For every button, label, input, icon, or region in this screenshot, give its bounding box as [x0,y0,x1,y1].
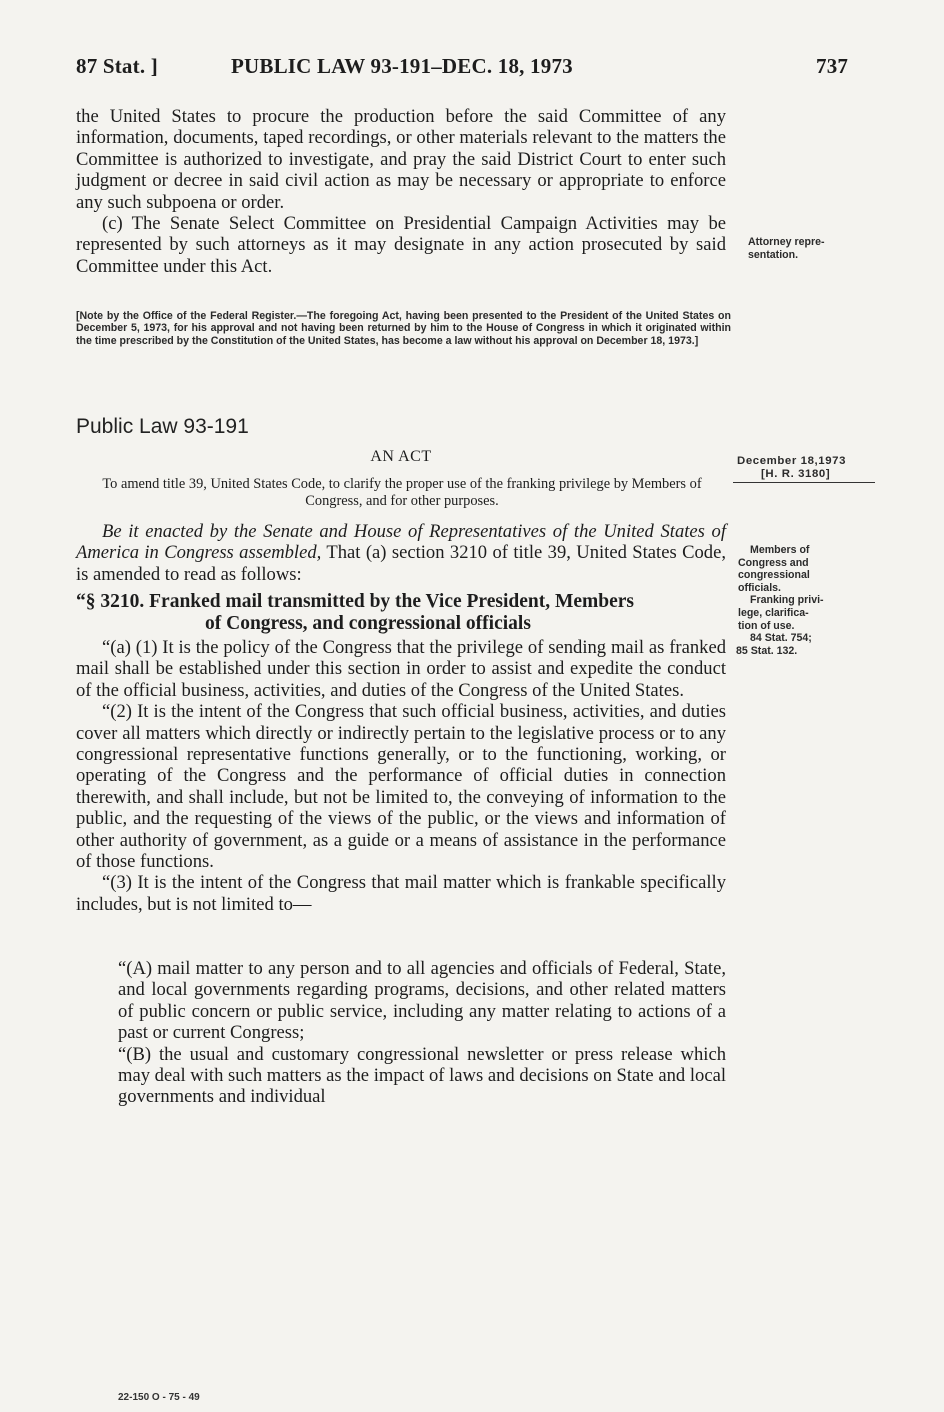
margin-note-date [737,455,887,480]
subparagraphs [118,958,726,1108]
paragraph-a3: “(3) It is the intent of the Congress that mail matter which is frankable specifically includes, but is not limited to— [76,872,726,915]
paragraph-a1: “(a) (1) It is the policy of the Congress that the privilege of sending mail as franked mail shall be established under this section in order to assist and expedite the conduct of the official business, activities, and duties of the Congress of the United States. [76,637,726,701]
margin-date: December 18,1973 [737,455,847,467]
margin-note-attorney [748,236,898,261]
continuation-paragraph [76,106,726,277]
paragraph-a2: “(2) It is the intent of the Congress that such official business, activities, and duties cover all matters which directly or indirectly pertain to the legislative process or to any congressional representative functions generally, or to the functioning, working, or operating of the Congress and the performance of official duties in connection therewith, and shall include, but not be limited to, the conveying of information to the public, and the requesting of the views of the public, or the views and information of other authority of government, as a guide or a means of assistance in the performance of those functions. [76,701,726,873]
enacting-italic: Be it enacted by the Senate and House of Representatives of the United States of America in Congress assembled, [76,521,726,564]
continuation-text: the United States to procure the production before the said Committee of any information, documents, taped recordings, or other materials relevant to the matters the Committee is authorized to investigate, and pray the said District Court to enter such judgment or decree in said civil action as may be necessary or appropriate to enforce any such subpoena or order. [76,106,726,213]
section-heading-line1: “§ 3210. Franked mail transmitted by the Vice President, Members [76,591,635,612]
margin-members-line: Members of [750,544,810,556]
enacting-rest: That (a) section 3210 of title 39, United States Code, is amended to read as follows: [76,542,726,585]
act-purpose: To amend title 39, United States Code, to clarify the proper use of the franking privilege by Members of Congress, and for other purposes. [102,476,702,509]
page-number: 737 [816,54,849,78]
running-header: PUBLIC LAW 93-191–DEC. 18, 1973 [231,54,573,78]
margin-members-line: 85 Stat. 132. [736,644,798,657]
margin-attorney-line2: sentation. [748,248,799,261]
section-heading-line2: of Congress, and congressional officials [205,613,531,634]
margin-note-members [736,544,900,657]
margin-members-line: tion of use. [738,619,795,632]
section-body [76,637,726,915]
margin-members-line: Congress and [738,556,809,569]
stat-volume: 87 Stat. ] [76,54,158,78]
margin-members-line: lege, clarifica- [738,606,809,619]
margin-rule [733,482,875,483]
paragraph-c: (c) The Senate Select Committee on Presidential Campaign Activities may be represented by such attorneys as it may designate in any action prosecuted by said Committee under this Act. [76,213,726,277]
enacting-clause [76,521,726,585]
federal-register-note: [Note by the Office of the Federal Register.—The foregoing Act, having been presented to the President of the United States on December 5, 1973, for his approval and not having been returned by him to the House of Congress in which it originated within the time prescribed by the Constitution of the United States, has become a law without his approval on December 18, 1973.] [76,310,731,347]
section-heading [76,591,728,635]
public-law-title: Public Law 93-191 [76,415,249,438]
margin-members-line: officials. [738,581,781,594]
subparagraph-B: “(B) the usual and customary congressional newsletter or press release which may deal with such matters as the impact of laws and decisions on State and local governments and individual [118,1043,726,1108]
print-code-footer: 22-150 O - 75 - 49 [118,1392,200,1403]
subparagraph-A: “(A) mail matter to any person and to all agencies and officials of Federal, State, and local governments regarding programs, decisions, and other related matters of public concern or public service, including any matter relating to actions of a past or current Congress; [118,958,726,1044]
an-act-heading: AN ACT [370,448,432,465]
margin-members-line: congressional [738,569,810,582]
margin-bill-number: [H. R. 3180] [761,467,831,480]
margin-members-line: Franking privi- [750,594,824,607]
margin-members-line: 84 Stat. 754; [750,632,812,645]
margin-attorney-line1: Attorney repre- [748,236,825,248]
